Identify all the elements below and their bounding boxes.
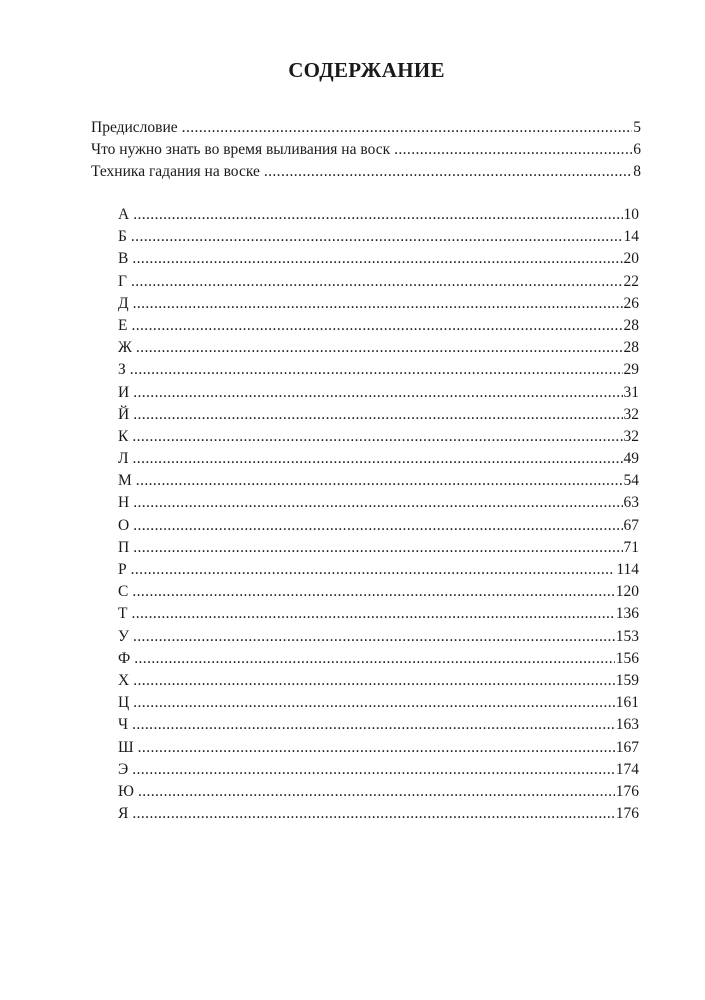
toc-entry-label: Ш xyxy=(118,738,134,756)
toc-entry-label: П xyxy=(118,538,130,556)
toc-entry-label: Р xyxy=(118,561,127,578)
toc-letter-entry xyxy=(118,337,639,359)
toc-entry-page-number: 67 xyxy=(623,516,639,534)
toc-entry-label: Л xyxy=(118,450,129,468)
toc-entry xyxy=(91,161,641,183)
toc-entry xyxy=(91,117,641,139)
dot-leader xyxy=(133,204,622,226)
toc-entry-page-number: 29 xyxy=(623,361,639,379)
toc-letter-entry xyxy=(118,359,639,381)
toc-entry-label: Э xyxy=(118,760,129,778)
dot-leader xyxy=(131,226,623,248)
dot-leader xyxy=(133,492,622,514)
dot-leader xyxy=(132,803,614,825)
dot-leader xyxy=(134,648,615,670)
toc-entry-page-number: 156 xyxy=(615,649,639,667)
toc-letter-entry xyxy=(118,492,639,514)
dot-leader xyxy=(133,692,615,714)
toc-entry-label: Д xyxy=(118,294,129,312)
dot-leader xyxy=(133,670,615,692)
toc-letter-entry xyxy=(118,537,639,559)
toc-entry-label: Техника гадания на воске xyxy=(91,163,260,180)
toc-entry-page-number: 176 xyxy=(615,805,639,823)
page-title: СОДЕРЖАНИЕ xyxy=(288,58,445,82)
toc-entry-page-number: 54 xyxy=(623,472,639,490)
toc-entry-label: Ч xyxy=(118,716,129,734)
dot-leader xyxy=(394,139,632,161)
toc-entry-label: Ц xyxy=(118,694,130,712)
toc-entry-page-number: 163 xyxy=(615,716,639,734)
toc-letter-entry xyxy=(118,271,639,293)
toc-entry-label: В xyxy=(118,250,129,268)
toc-entry-page-number: 114 xyxy=(616,561,639,578)
toc-entry-page-number: 10 xyxy=(623,206,639,223)
toc-entry-page-number: 161 xyxy=(615,694,639,712)
dot-leader xyxy=(133,448,623,470)
toc-entry-page-number: 176 xyxy=(615,782,639,800)
toc-letter-entry xyxy=(118,515,639,537)
dot-leader xyxy=(133,293,623,315)
toc-entry-page-number: 28 xyxy=(623,339,639,357)
toc-entry-label: К xyxy=(118,427,129,445)
dot-leader xyxy=(132,248,622,270)
toc-entry-label: Г xyxy=(118,272,127,290)
dot-leader xyxy=(182,117,633,139)
dot-leader xyxy=(131,271,623,293)
toc-letter-entry xyxy=(118,648,639,670)
toc-entry-label: О xyxy=(118,516,130,534)
toc-entry-label: З xyxy=(118,361,126,379)
dot-leader xyxy=(131,603,614,625)
toc-entry-label: Е xyxy=(118,316,128,334)
toc-letter-entry xyxy=(118,470,639,492)
dot-leader xyxy=(133,626,615,648)
toc-entry-page-number: 22 xyxy=(623,272,639,290)
toc-entry-page-number: 167 xyxy=(615,738,639,756)
dot-leader xyxy=(136,470,623,492)
toc-letter-entry xyxy=(118,759,639,781)
dot-leader xyxy=(136,337,623,359)
toc-letter-entry xyxy=(118,670,639,692)
toc-main-list xyxy=(91,117,641,183)
dot-leader xyxy=(133,404,622,426)
dot-leader xyxy=(132,426,622,448)
toc-entry-label: С xyxy=(118,583,129,601)
toc-entry-label: А xyxy=(118,206,130,223)
toc-letter-entry xyxy=(118,581,639,603)
toc-entry-page-number: 71 xyxy=(623,538,639,556)
toc-letter-entry xyxy=(118,603,639,625)
dot-leader xyxy=(138,737,615,759)
dot-leader xyxy=(132,759,615,781)
toc-entry-page-number: 174 xyxy=(615,760,639,778)
toc-entry-page-number: 120 xyxy=(615,583,639,601)
toc-entry-label: Х xyxy=(118,671,130,689)
toc-letter-entry xyxy=(118,559,639,581)
toc-entry-label: Ж xyxy=(118,339,132,357)
toc-entry-label: У xyxy=(118,627,129,645)
toc-entry-page-number: 153 xyxy=(615,627,639,645)
toc-entry-label: Ф xyxy=(118,649,131,667)
toc-entry-page-number: 49 xyxy=(623,450,639,468)
toc-entry-page-number: 32 xyxy=(623,405,639,423)
toc-entry-page-number: 5 xyxy=(633,119,641,136)
toc-entry-label: Н xyxy=(118,494,130,512)
toc-entry-label: И xyxy=(118,383,130,401)
toc-letter-entry xyxy=(118,204,639,226)
toc-entry-label: М xyxy=(118,472,132,490)
toc-entry-label: Предисловие xyxy=(91,119,178,136)
dot-leader xyxy=(133,537,622,559)
toc-letter-entry xyxy=(118,626,639,648)
toc-letter-entry xyxy=(118,737,639,759)
toc-entry-page-number: 31 xyxy=(623,383,639,401)
toc-entry-label: Т xyxy=(118,605,128,623)
dot-leader xyxy=(133,515,622,537)
dot-leader xyxy=(138,781,615,803)
toc-entry-page-number: 26 xyxy=(623,294,639,312)
toc-letter-entry xyxy=(118,714,639,736)
toc-entry-label: Й xyxy=(118,405,130,423)
dot-leader xyxy=(132,581,614,603)
toc-letter-entry xyxy=(118,781,639,803)
dot-leader xyxy=(131,315,622,337)
toc-letter-entry xyxy=(118,315,639,337)
toc-letters-list xyxy=(118,204,639,825)
toc-letter-entry xyxy=(118,248,639,270)
dot-leader xyxy=(133,382,622,404)
toc-entry-label: Ю xyxy=(118,782,134,800)
toc-letter-entry xyxy=(118,426,639,448)
toc-letter-entry xyxy=(118,293,639,315)
dot-leader xyxy=(264,161,632,183)
toc-entry-page-number: 20 xyxy=(623,250,639,268)
toc-letter-entry xyxy=(118,692,639,714)
toc-entry-page-number: 136 xyxy=(615,605,639,623)
dot-leader xyxy=(130,359,623,381)
toc-entry-page-number: 28 xyxy=(623,316,639,334)
toc-entry-page-number: 8 xyxy=(633,163,641,180)
toc-letter-entry xyxy=(118,803,639,825)
toc-letter-entry xyxy=(118,382,639,404)
toc-letter-entry xyxy=(118,226,639,248)
toc-letter-entry xyxy=(118,404,639,426)
toc-entry-label: Б xyxy=(118,228,127,246)
toc-entry-page-number: 6 xyxy=(633,141,641,158)
toc-entry-page-number: 14 xyxy=(623,228,639,246)
toc-entry-page-number: 63 xyxy=(623,494,639,512)
dot-leader xyxy=(131,559,616,581)
toc-letter-entry xyxy=(118,448,639,470)
toc-entry xyxy=(91,139,641,161)
toc-entry-page-number: 32 xyxy=(623,427,639,445)
dot-leader xyxy=(132,714,615,736)
toc-entry-label: Что нужно знать во время выливания на воск xyxy=(91,141,391,158)
toc-entry-page-number: 159 xyxy=(615,671,639,689)
toc-entry-label: Я xyxy=(118,805,129,823)
